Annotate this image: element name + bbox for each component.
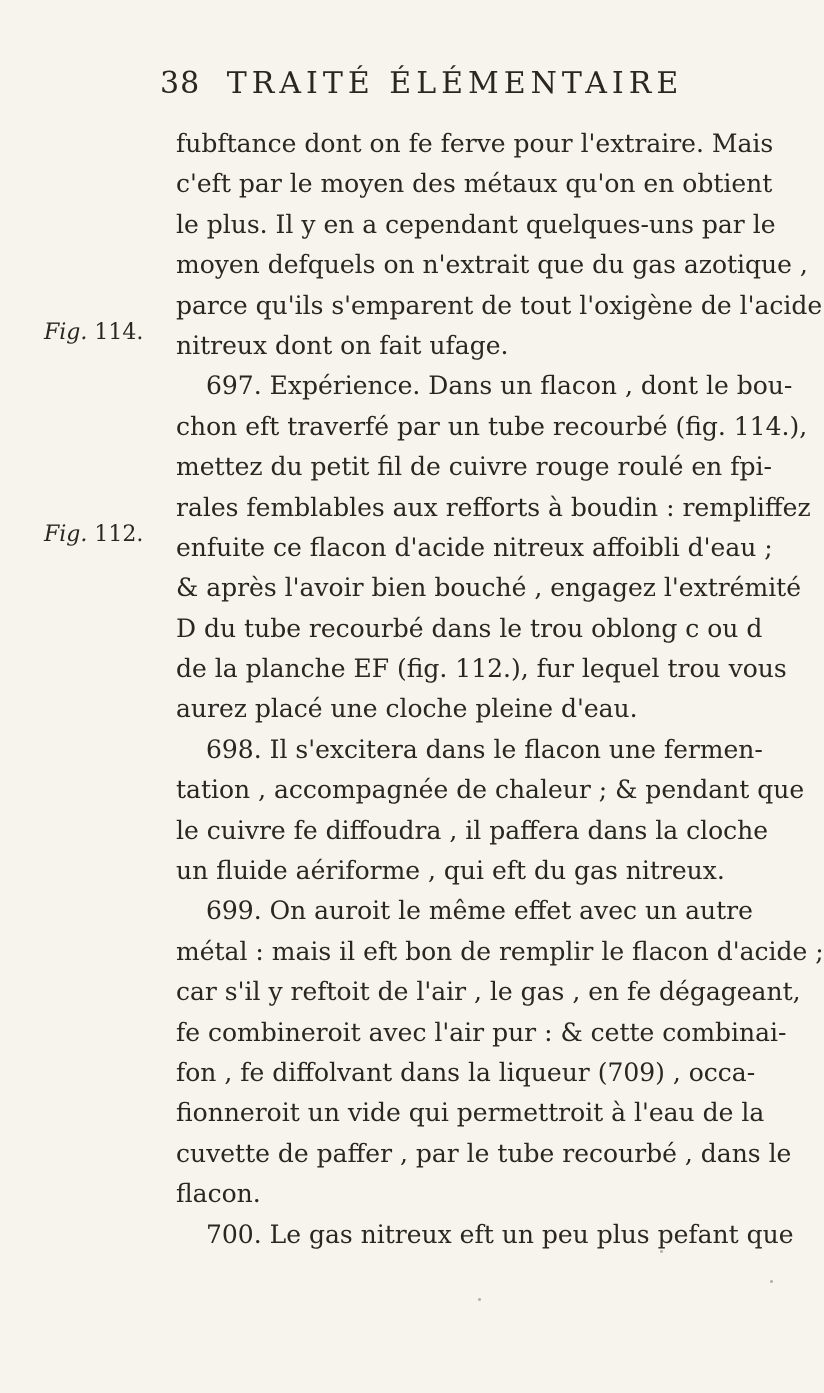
text-line: fionneroit un vide qui permettroit à l'eau de la (176, 1098, 765, 1128)
text-line: un fluide aériforme , qui eft du gas nitreux. (176, 856, 725, 886)
text-line: rales femblables aux refforts à boudin : rempliffez (176, 492, 811, 522)
margin-note-fig-112 (44, 522, 143, 547)
margin-note-fig-114 (44, 320, 143, 345)
paragraph-700-start: 700. Le gas nitreux eft un peu plus pefant que (206, 1219, 794, 1249)
margin-note-label: Fig. (44, 320, 88, 345)
text-line: aurez placé une cloche pleine d'eau. (176, 694, 638, 724)
paper-speck (478, 1298, 481, 1301)
text-line: mettez du petit fil de cuivre rouge roulé en fpi- (176, 452, 772, 482)
text-line: parce qu'ils s'emparent de tout l'oxigène de l'acide (176, 290, 823, 320)
text-line: le cuivre fe diffoudra , il paffera dans la cloche (176, 815, 769, 845)
paragraph-698-start: 698. Il s'excitera dans le flacon une fermen- (206, 734, 763, 764)
text-line: de la planche EF (fig. 112.), fur lequel trou vous (176, 654, 787, 684)
text-line: c'eft par le moyen des métaux qu'on en obtient (176, 169, 773, 199)
text-line: nitreux dont on fait ufage. (176, 330, 509, 360)
paper-speck (770, 1280, 773, 1283)
text-line: car s'il y reftoit de l'air , le gas , en fe dégageant, (176, 977, 801, 1007)
running-header (160, 66, 720, 101)
text-line: moyen defquels on n'extrait que du gas azotique , (176, 250, 808, 280)
text-line: D du tube recourbé dans le trou oblong c ou d (176, 613, 763, 643)
text-line: enfuite ce flacon d'acide nitreux affoibli d'eau ; (176, 532, 773, 562)
margin-note-number: 112. (94, 522, 144, 547)
body-text (176, 124, 824, 1255)
paragraph-699-start: 699. On auroit le même effet avec un autre (206, 896, 753, 926)
paper-speck (660, 1250, 663, 1253)
text-line: le plus. Il y en a cependant quelques-uns par le (176, 209, 776, 239)
text-line: chon eft traverfé par un tube recourbé (fig. 114.), (176, 411, 808, 441)
text-line: fe combineroit avec l'air pur : & cette combinai- (176, 1017, 787, 1047)
margin-note-label: Fig. (44, 522, 88, 547)
running-title: TRAITÉ ÉLÉMENTAIRE (226, 66, 684, 101)
text-line: cuvette de paffer , par le tube recourbé , dans le (176, 1138, 792, 1168)
margin-note-number: 114. (94, 320, 144, 345)
text-line: métal : mais il eft bon de remplir le flacon d'acide ; (176, 936, 824, 966)
text-line: fubftance dont on fe ferve pour l'extraire. Mais (176, 129, 774, 158)
text-line: & après l'avoir bien bouché , engagez l'extrémité (176, 573, 802, 603)
page-number: 38 (160, 66, 201, 101)
text-line: tation , accompagnée de chaleur ; & pendant que (176, 775, 805, 805)
text-line: flacon. (176, 1179, 261, 1209)
text-line: fon , fe diffolvant dans la liqueur (709) , occa- (176, 1057, 756, 1087)
paragraph-697-start: 697. Expérience. Dans un flacon , dont le bou- (206, 371, 793, 401)
